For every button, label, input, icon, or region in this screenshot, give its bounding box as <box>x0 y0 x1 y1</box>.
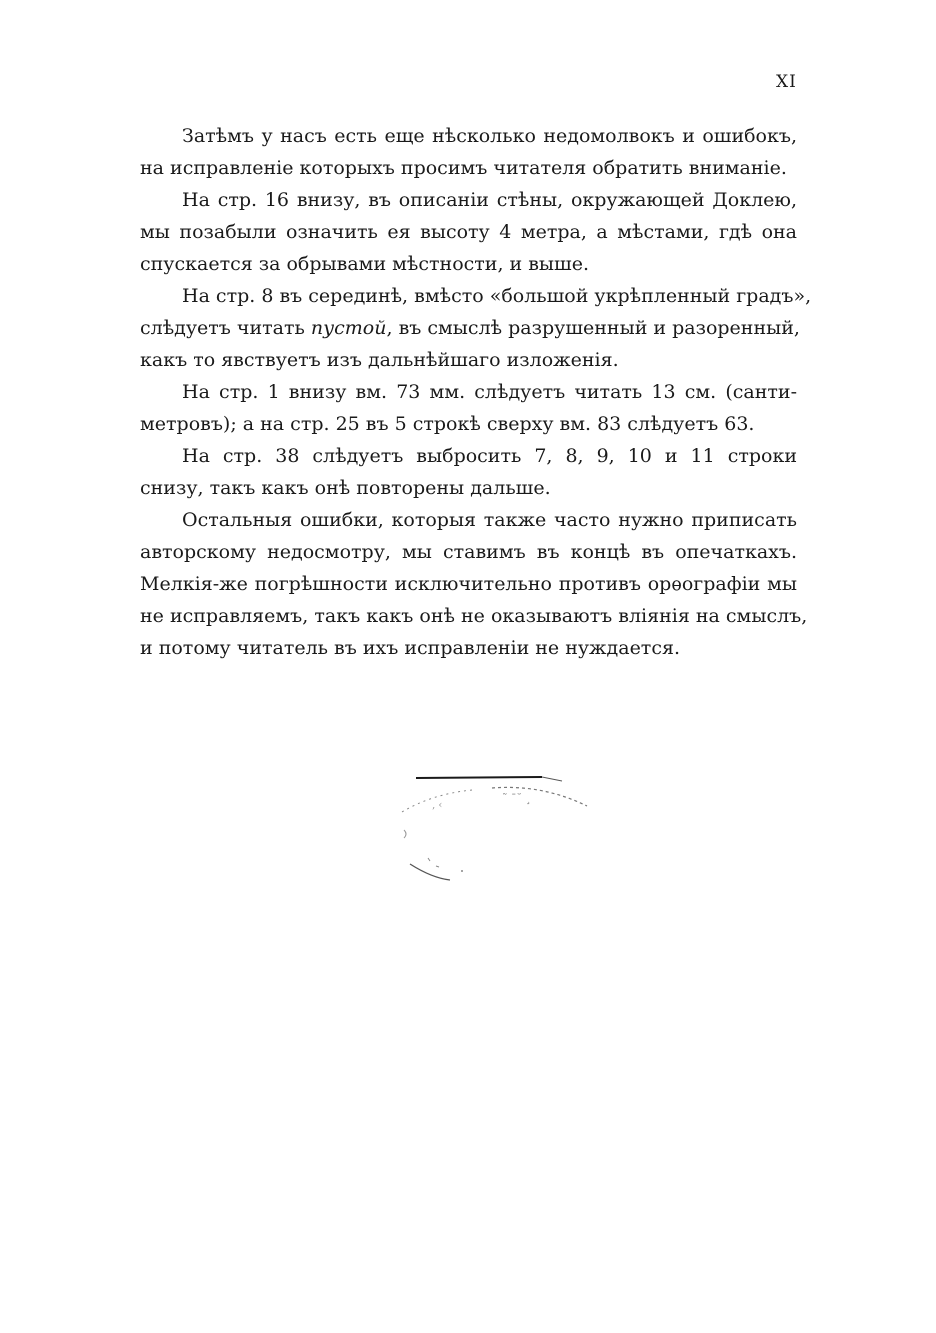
paragraph-line <box>140 344 797 376</box>
paragraph-line: авторскому недосмотру, мы ставимъ въ концѣ въ опечаткахъ. <box>140 541 797 563</box>
faded-stamp-mark <box>392 768 602 888</box>
paragraph-6 <box>140 504 808 664</box>
paragraph-line <box>140 280 812 312</box>
italic-word: пустой <box>310 317 387 339</box>
paragraph-line: на исправленіе которыхъ просимъ читателя обратить вниманіе. <box>140 157 787 179</box>
body-text <box>140 120 812 664</box>
paragraph-line: мы позабыли означить ея высоту 4 метра, а мѣстами, гдѣ она <box>140 221 797 243</box>
paragraph-line: На стр. 16 внизу, въ описаніи стѣны, окружающей Доклею, <box>182 189 797 211</box>
paragraph-line: Мелкія-же погрѣшности исключительно противъ орѳографіи мы <box>140 573 797 595</box>
paragraph-4 <box>140 376 797 440</box>
paragraph-line: метровъ); а на стр. 25 въ 5 строкѣ сверху вм. 83 слѣдуетъ 63. <box>140 413 755 435</box>
paragraph-line: На стр. 38 слѣдуетъ выбросить 7, 8, 9, 10 и 11 строки <box>182 445 797 467</box>
paragraph-line: спускается за обрывами мѣстности, и выше. <box>140 253 590 275</box>
paragraph-line: и потому читатель въ ихъ исправленіи не нуждается. <box>140 637 680 659</box>
paragraph-5 <box>140 440 797 504</box>
svg-text:‚ ‹: ‚ ‹ <box>432 800 443 811</box>
line-text: слѣдуетъ читать <box>140 317 311 339</box>
paragraph-3 <box>140 280 812 376</box>
paragraph-line: не исправляемъ, такъ какъ онѣ не оказываютъ вліянія на смыслъ, <box>140 605 808 627</box>
paragraph-line: Остальныя ошибки, которыя также часто нужно приписать <box>182 509 797 531</box>
paragraph-1 <box>140 120 797 184</box>
line-text: какъ то явствуетъ изъ дальнѣйшаго изложенія. <box>140 349 619 371</box>
page-number: XI <box>776 72 797 92</box>
paragraph-line: На стр. 1 внизу вм. 73 мм. слѣдуетъ читать 13 см. (санти- <box>182 381 797 403</box>
line-text: , въ смыслѣ разрушенный и разоренный, <box>386 317 800 339</box>
paragraph-line <box>140 312 800 344</box>
paragraph-line: Затѣмъ у насъ есть еще нѣсколько недомолвокъ и ошибокъ, <box>182 125 797 147</box>
svg-text:˜ ˉ˘ ¸: ˜ ˉ˘ ¸ <box>502 792 531 805</box>
paragraph-2 <box>140 184 797 280</box>
paragraph-line: снизу, такъ какъ онѣ повторены дальше. <box>140 477 551 499</box>
line-text: На стр. 8 въ серединѣ, вмѣсто «большой укрѣпленный градъ», <box>182 285 812 307</box>
